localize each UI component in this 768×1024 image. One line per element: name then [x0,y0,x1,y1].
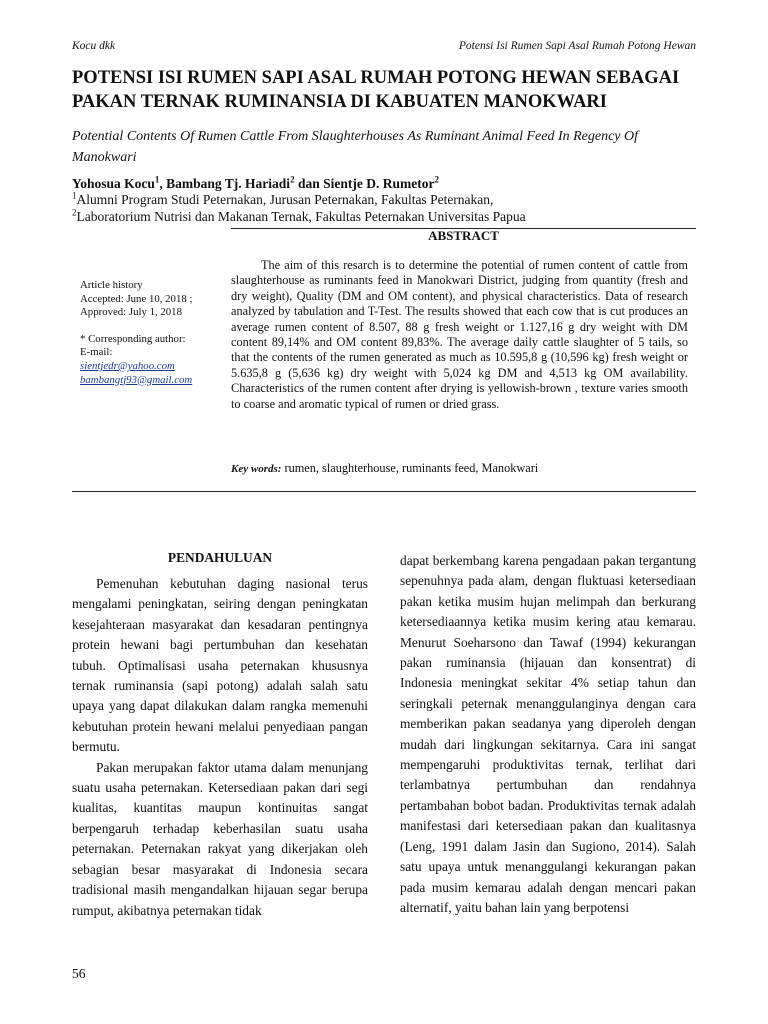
keywords [231,460,688,477]
accepted-date: Accepted: June 10, 2018 ; [80,292,193,305]
email-label: E-mail: [80,346,113,359]
article-history-label: Article history [80,279,143,291]
article-info-box [80,279,228,387]
article-subtitle: Potential Contents Of Rumen Cattle From Slaughterhouses As Ruminant Animal Feed In Regency Of Manokwari [72,129,639,165]
running-header-authors: Kocu dkk [72,40,116,52]
author-affiliation-mark: 2 [434,174,439,185]
abstract-body [231,258,688,412]
author-name: Sientje D. Rumetor [323,176,435,191]
author-affiliation-mark: 1 [154,174,160,185]
affiliation-text: Alumni Program Studi Peternakan, Jurusan Peternakan, Fakultas Peternakan, [76,192,494,207]
spacer [80,320,228,333]
abstract-bottom-rule [72,491,696,492]
email-link[interactable]: sientjedr@yahoo.com [80,359,175,372]
running-header [72,40,696,58]
affiliation [72,208,696,225]
affiliation-mark: 1 [72,190,77,201]
author-separator: , [159,176,167,191]
abstract-heading: ABSTRACT [428,228,499,243]
affiliation-mark: 2 [72,207,77,218]
running-header-title: Potensi Isi Rumen Sapi Asal Rumah Potong Hewan [458,40,696,52]
body-column-left [72,548,368,921]
corresponding-author-label: * Corresponding author: [80,332,186,345]
page-number: 56 [72,966,86,981]
keywords-list: rumen, slaughterhouse, ruminants feed, Manokwari [281,461,539,475]
author-name: Bambang Tj. Hariadi [166,176,291,191]
author-affiliation-mark: 2 [290,174,295,185]
affiliation-text: Laboratorium Nutrisi dan Makanan Ternak, Fakultas Peternakan Universitas Papua [76,209,526,224]
article-title: POTENSI ISI RUMEN SAPI ASAL RUMAH POTONG HEWAN SEBAGAI PAKAN TERNAK RUMINANSIA DI KABUATEN MANOKWARI [72,68,680,112]
section-heading: PENDAHULUAN [167,550,273,565]
abstract-paragraph: The aim of this resarch is to determine the potential of rumen content of cattle from slaughterhouse as ruminants feed in Manokwari District, judging from quantity (fresh and dry weight), Quality (DM and OM content), and physical characteristics. Data of research analyzed by tabulation and T-Test. The results showed that each cow that is cut produces an average rumen content of 8.507, 88 g fresh weight or 1.127,16 g dry weight with DM content 89,14% and OM content 89,83%. The average daily cattle slaughter of 5 tails, so that the contents of the rumen generated as much as 10.595,8 g (10,596 kg) fresh weight or 5.635,8 g (5,636 kg) dry weight with 5,024 kg DM and 4,513 kg OM availability. Characteristics of the rumen content after drying is yellowish-brown , texture varies smooth to coarse and aromatic typical of rumen or dried grass. [231,258,688,411]
body-paragraph: dapat berkembang karena pengadaan pakan tergantung sepenuhnya pada alam, dengan fluktuasi ketersediaan pakan ketika musim hujan melimpah dan berkurang ketersediaannya ketika musim kering atau kemarau. Menurut Soeharsono dan Tawaf (1994) kekurangan pakan ruminansia (hijauan dan konsentrat) di Indonesia meningkat sekitar 4% setiap tahun dan seringkali peternak menanggulanginya dengan cara memberikan pakan seadanya yang diperoleh dengan mudah dari lingkungan sekitarnya. Cara ini sangat mempengaruhi produktivitas ternak, terlihat dari terlambatnya pertumbuhan dan rendahnya pertambahan bobot badan. Produktivitas ternak adalah manifestasi dari ketersediaan pakan dan kualitasnya (Leng, 1991 dalam Jasin dan Sugiono, 2014). Salah satu upaya untuk menanggulangi kekurangan pakan pada musim kemarau adalah dengan mencari pakan alternatif, yaitu bahan lain yang berpotensi [400,553,696,915]
email-link[interactable]: bambangtj93@gmail.com [80,373,193,386]
approved-date: Approved: July 1, 2018 [80,306,182,319]
keywords-label: Key words: [231,463,282,475]
body-paragraph: Pakan merupakan faktor utama dalam menunjang suatu usaha peternakan. Ketersediaan pakan dari segi kualitas, kuantitas maupun kontinuitas sangat berpengaruh terhadap keberhasilan suatu usaha peternakan. Peternakan rakyat yang dikerjakan oleh sebagian besar masyarakat di Indonesia secara tradisional masih mengandalkan hijauan segar berupa rumput, akibatnya peternakan tidak [72,759,368,918]
affiliation [72,191,696,208]
body-paragraph: Pemenuhan kebutuhan daging nasional terus mengalami peningkatan, seiring dengan peningkatan kesejahteraan masyarakat dan kesadaran pentingnya protein hewani bagi pertumbuhan dan kesehatan tubuh. Optimalisasi usaha peternakan khususnya ternak ruminansia (sapi potong) adalah salah satu upaya yang dapat dilakukan dalam rangka memenuhi kebutuhan protein hewani melalui penyediaan pangan bermutu. [72,576,368,755]
body-column-right [400,551,696,918]
author-separator: dan [294,176,324,191]
author-name: Yohosua Kocu [72,176,155,191]
